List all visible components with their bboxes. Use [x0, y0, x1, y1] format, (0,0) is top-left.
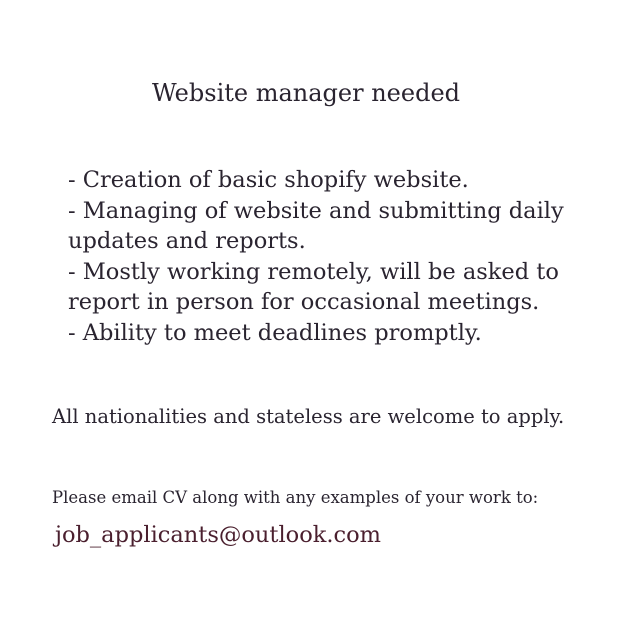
duty-item: - Creation of basic shopify website. — [68, 167, 469, 193]
welcome-note: All nationalities and stateless are welcome to apply. — [52, 405, 565, 428]
duty-item: - Mostly working remotely, will be asked to report in person for occasional meetings. — [68, 258, 559, 315]
contact-email[interactable]: job_applicants@outlook.com — [55, 522, 382, 548]
email-instruction: Please email CV along with any examples of your work to: — [52, 488, 539, 507]
post-title: Website manager needed — [151, 79, 461, 107]
duties-list — [68, 165, 608, 348]
duty-item: - Ability to meet deadlines promptly. — [68, 319, 482, 346]
duty-item: - Managing of website and submitting daily updates and reports. — [68, 197, 564, 254]
